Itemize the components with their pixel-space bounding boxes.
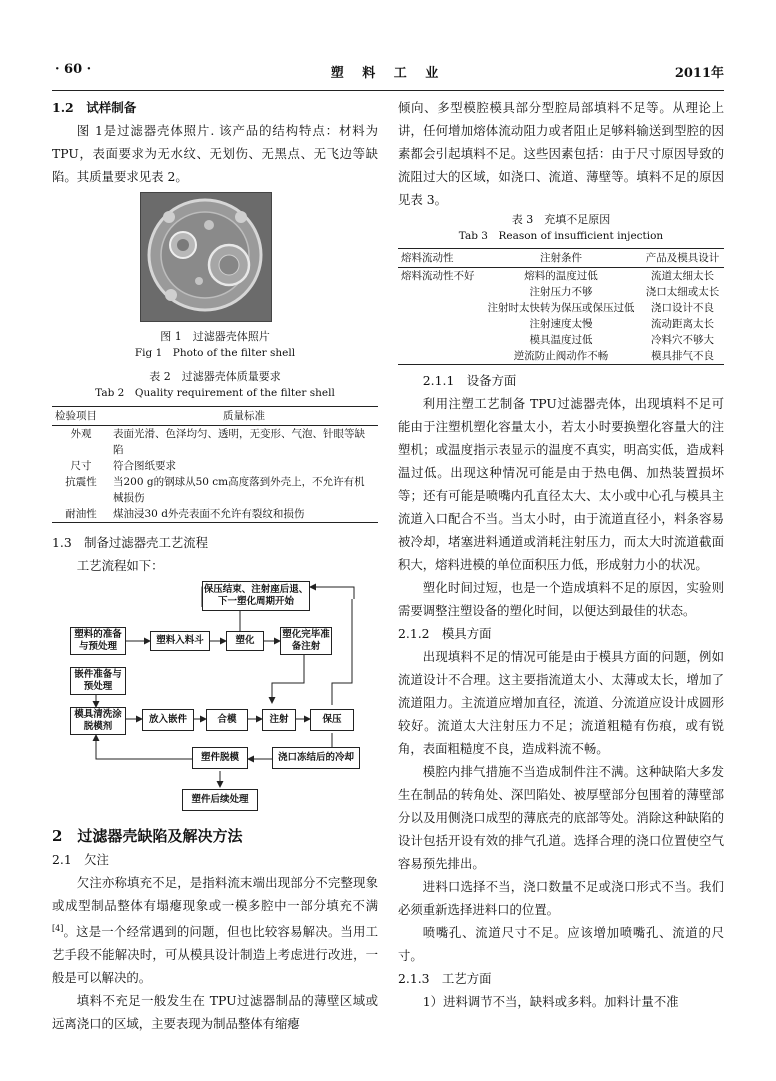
table-cell: 尺寸	[70, 460, 92, 472]
table-row	[398, 300, 724, 316]
flow-step-hold-end: 保压结束、注射座后退、下一塑化周期开始	[202, 581, 310, 611]
flow-step-mold-close: 合模	[206, 709, 248, 731]
flow-step-insert-prep: 嵌件准备与预处理	[70, 667, 126, 695]
table-3-caption: 表 3 充填不足原因	[511, 213, 611, 226]
section-2-1-text-part: 。这是一个经常遇到的问题，但也比较容易解决。当用工艺手段不能解决时，可从模具设计制造上考虑进行改进，一般是可以解决的。	[52, 924, 378, 986]
table-cell: 模具排气不良	[641, 348, 724, 365]
section-2-1-2-title: 2.1.2 模具方面	[398, 626, 492, 641]
table-cell: 外观	[70, 428, 92, 440]
section-2-1-1-text-2: 塑化时间过短，也是一个造成填料不足的原因，实验则需要调整注塑设备的塑化时间，以便达到最佳的状态。	[398, 580, 724, 618]
section-2-1-3-title: 2.1.3 工艺方面	[398, 971, 492, 986]
table-3-header: 注射条件	[481, 249, 641, 268]
process-flowchart	[52, 579, 378, 819]
flow-step-hopper: 塑料入料斗	[150, 631, 210, 651]
citation-ref: [4]	[52, 924, 64, 933]
section-2-1-2-text: 出现填料不足的情况可能是由于模具方面的问题，例如流道设计不合理。这主要指流道太小、太薄或太长，增加了流道阻力。主流道应增加直径，流道、分流道应设计成圆形较好。流道太大注射压力不足；流道粗糙有伤痕，或有锐角，表面粗糙度不良，造成料流不畅。	[398, 649, 724, 756]
section-2-1-3-text: 1）进料调节不当，缺料或多料。加料计量不准	[422, 994, 679, 1009]
figure-1-caption-en: Fig 1 Photo of the filter shell	[134, 347, 296, 359]
table-cell: 熔料流动性不好	[401, 270, 475, 282]
filter-shell-image	[141, 193, 271, 321]
table-row	[398, 284, 724, 300]
section-1-3-text: 工艺流程如下：	[76, 558, 164, 573]
page-number: · 60 ·	[55, 62, 92, 77]
section-2-1-1-title: 2.1.1 设备方面	[422, 373, 517, 388]
section-2-1-text	[52, 871, 378, 989]
table-cell: 符合图纸要求	[113, 460, 176, 472]
table-2-caption-en: Tab 2 Quality requirement of the filter shell	[95, 387, 335, 399]
table-cell: 浇口太细或太长	[645, 286, 720, 298]
filter-shell-photo	[140, 192, 272, 322]
table-cell: 流动距离太长	[650, 318, 714, 330]
table-cell	[398, 348, 481, 365]
continued-text: 倾向、多型模腔模具部分型腔局部填料不足等。从理论上讲，任何增加熔体流动阻力或者阻止足够料输送到型腔的因素都会引起填料不足。这些因素包括：由于尺寸原因导致的流阻过大的区域，如浇口、流道、薄壁等。填料不足的原因见表 3。	[398, 100, 724, 207]
section-2-1-2-text-2: 模腔内排气措施不当造成制件注不满。这种缺陷大多发生在制品的转角处、深凹陷处、被厚壁部分包围着的薄壁部分以及用侧浇口成型的薄底壳的底部等处。消除这种缺陷的设计包括开设有效的排气孔道。选择合理的浇口位置使空气容易预先排出。	[398, 764, 724, 871]
table-row	[398, 316, 724, 332]
section-2-1-2-text-3: 进料口选择不当，浇口数量不足或浇口形式不当。我们必须重新选择进料口的位置。	[398, 879, 724, 917]
section-2-1-2-text-4: 喷嘴孔、流道尺寸不足。应该增加喷嘴孔、流道的尺寸。	[398, 925, 724, 963]
table-row	[398, 348, 724, 365]
flow-step-material-prep: 塑料的准备与预处理	[70, 627, 126, 655]
flow-step-post-process: 塑件后续处理	[182, 789, 258, 811]
table-row	[52, 506, 378, 523]
flow-step-demold: 塑件脱模	[192, 747, 248, 769]
table-cell: 表面光滑、色泽均匀、透明，无变形、气泡、针眼等缺陷	[113, 428, 365, 456]
table-cell: 冷料穴不够大	[650, 334, 714, 346]
table-cell: 煤油浸30 d外壳表面不允许有裂纹和损伤	[110, 506, 378, 523]
section-1-3-title: 1.3 制备过滤器壳工艺流程	[52, 535, 209, 550]
table-row	[398, 332, 724, 348]
table-row	[398, 268, 724, 285]
table-cell: 浇口设计不良	[650, 302, 714, 314]
left-column	[52, 96, 378, 1035]
journal-title: 塑 料 工 业	[330, 66, 446, 81]
section-2-title: 2 过滤器壳缺陷及解决方法	[52, 827, 243, 845]
flow-step-inject: 注射	[262, 709, 296, 731]
section-1-2-title: 1.2 试样制备	[52, 100, 137, 115]
section-1-2-text: 图 1是过滤器壳体照片. 该产品的结构特点：材料为 TPU，表面要求为无水纹、无划伤、无黑点、无飞边等缺陷。其质量要求见表 2。	[52, 123, 378, 184]
table-3-header: 产品及模具设计	[641, 249, 724, 268]
flow-step-mold-clean: 模具清洗涂脱模剂	[70, 707, 126, 735]
table-3-caption-en: Tab 3 Reason of insufficient injection	[458, 230, 664, 242]
flow-step-ready-inject: 塑化完毕准备注射	[280, 627, 332, 655]
table-2-header: 质量标准	[110, 407, 378, 426]
table-cell: 流道太细太长	[650, 270, 714, 282]
section-2-1-title: 2.1 欠注	[52, 852, 109, 867]
table-cell	[398, 284, 481, 300]
table-cell: 熔料的温度过低	[524, 270, 598, 282]
section-2-1-1-text: 利用注塑工艺制备 TPU过滤器壳体，出现填料不足可能由于注塑机塑化容量太小，若太小时要换塑化容量大的注塑机；或温度指示表显示的温度不真实，明高实低，造成料温过低。出现这种情况可能是由于热电偶、加热装置损坏等；还有可能是喷嘴内孔直径太大、太小或中心孔与模具主流道入口配合不当。当太小时，由于流道直径小，料条容易被冷却，堵塞进料通道或消耗注射压力，而太大时流道截面积大，熔料进模的单位面积压力低，形成射力小的状况。	[398, 396, 724, 572]
table-cell	[398, 332, 481, 348]
table-3-header: 熔料流动性	[398, 249, 481, 268]
flow-step-cooling: 浇口冻结后的冷却	[272, 747, 360, 769]
table-row	[52, 458, 378, 474]
flow-step-hold: 保压	[310, 709, 354, 731]
table-3	[398, 248, 724, 365]
table-cell: 耐油性	[52, 506, 110, 523]
table-cell	[398, 300, 481, 316]
table-2-caption: 表 2 过滤器壳体质量要求	[149, 370, 281, 383]
table-2-header: 检验项目	[52, 407, 110, 426]
flow-step-place-insert: 放入嵌件	[142, 709, 194, 731]
right-column	[398, 96, 724, 1013]
table-2	[52, 406, 378, 523]
table-row	[52, 426, 378, 459]
header-rule	[52, 90, 724, 91]
table-cell	[398, 316, 481, 332]
table-row	[52, 474, 378, 506]
table-cell: 逆流防止阀动作不畅	[481, 348, 641, 365]
flowchart-arrows	[52, 579, 378, 819]
table-cell: 注射压力不够	[529, 286, 593, 298]
table-cell: 注射速度太慢	[529, 318, 593, 330]
flow-step-plasticize: 塑化	[226, 631, 264, 651]
table-cell: 模具温度过低	[529, 334, 593, 346]
table-cell: 注射时太快转为保压或保压过低	[487, 302, 635, 314]
running-header	[0, 62, 776, 84]
section-2-1-text-part: 欠注亦称填充不足，是指料流末端出现部分不完整现象或成型制品整体有塌瘪现象或一模多腔中一部分填充不满	[52, 875, 378, 913]
table-cell: 抗震性	[65, 476, 97, 488]
figure-1-caption: 图 1 过滤器壳体照片	[160, 330, 270, 343]
table-cell: 当200 g的钢球从50 cm高度落到外壳上，不允许有机械损伤	[113, 476, 365, 504]
section-2-1-text-2: 填料不充足一般发生在 TPU过滤器制品的薄壁区域或远离浇口的区域，主要表现为制品整体有缩瘪	[52, 993, 378, 1032]
year: 2011年	[674, 66, 724, 81]
